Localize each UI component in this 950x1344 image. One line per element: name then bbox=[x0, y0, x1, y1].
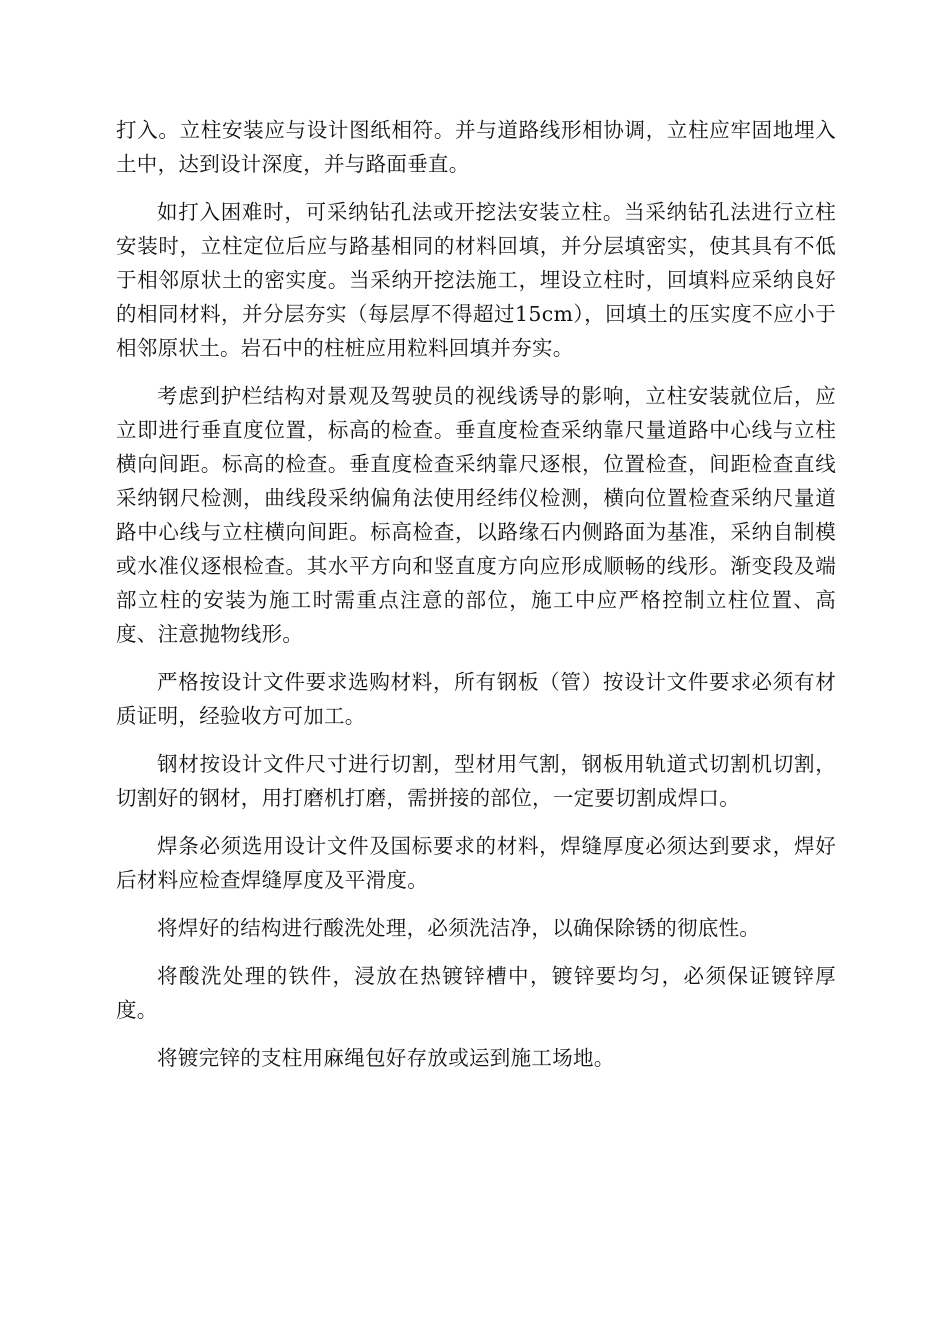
paragraph-2: 如打入困难时，可采纳钻孔法或开挖法安装立柱。当采纳钻孔法进行立柱安装时，立柱定位后应与路基相同的材料回填，并分层填密实，使其具有不低于相邻原状土的密实度。当采纳开挖法施工，埋设立柱时，回填料应采纳良好的相同材料，并分层夯实（每层厚不得超过15cm），回填土的压实度不应小于相邻原状土。岩石中的柱桩应用粒料回填并夯实。 bbox=[116, 200, 836, 360]
paragraph-4: 严格按设计文件要求选购材料，所有钢板（管）按设计文件要求必须有材质证明，经验收方可加工。 bbox=[116, 670, 836, 728]
paragraph-5: 钢材按设计文件尺寸进行切割，型材用气割，钢板用轨道式切割机切割，切割好的钢材，用打磨机打磨，需拼接的部位，一定要切割成焊口。 bbox=[116, 752, 836, 810]
paragraph-9: 将镀完锌的支柱用麻绳包好存放或运到施工场地。 bbox=[157, 1046, 615, 1070]
paragraph-3: 考虑到护栏结构对景观及驾驶员的视线诱导的影响，立柱安装就位后，应立即进行垂直度位置，标高的检查。垂直度检查采纳靠尺量道路中心线与立柱横向间距。标高的检查。垂直度检查采纳靠尺逐根，位置检查，间距检查直线采纳钢尺检测，曲线段采纳偏角法使用经纬仪检测，横向位置检查采纳尺量道路中心线与立柱横向间距。标高检查，以路缘石内侧路面为基准，采纳自制模或水准仪逐根检查。其水平方向和竖直度方向应形成顺畅的线形。渐变段及端部立柱的安装为施工时需重点注意的部位，施工中应严格控制立柱位置、高度、注意抛物线形。 bbox=[116, 384, 836, 646]
document-body bbox=[116, 113, 836, 1075]
paragraph-6: 焊条必须选用设计文件及国标要求的材料，焊缝厚度必须达到要求，焊好后材料应检查焊缝厚度及平滑度。 bbox=[116, 834, 836, 892]
paragraph-7: 将焊好的结构进行酸洗处理，必须洗洁净，以确保除锈的彻底性。 bbox=[157, 916, 761, 940]
paragraph-8: 将酸洗处理的铁件，浸放在热镀锌槽中，镀锌要均匀，必须保证镀锌厚度。 bbox=[116, 964, 836, 1022]
paragraph-1: 打入。立柱安装应与设计图纸相符。并与道路线形相协调，立柱应牢固地埋入土中，达到设计深度，并与路面垂直。 bbox=[116, 118, 836, 176]
